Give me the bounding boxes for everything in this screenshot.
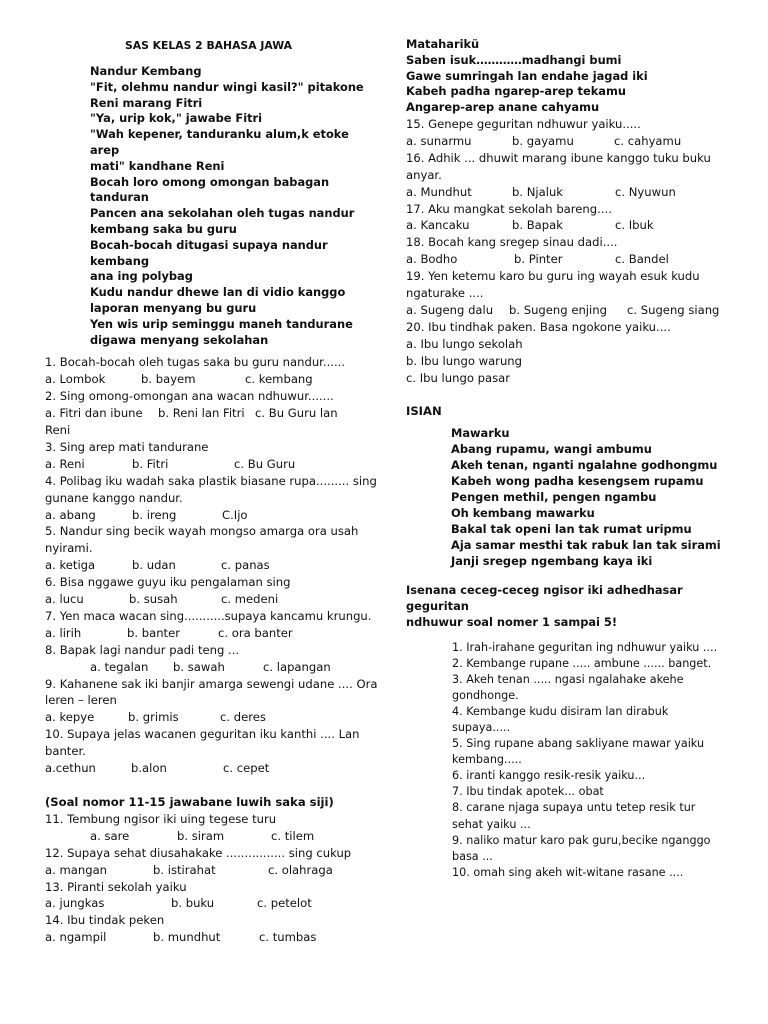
question-text: 8. Bapak lagi nandur padi teng ... bbox=[45, 642, 240, 657]
isian-heading: ISIAN bbox=[406, 404, 442, 419]
option-c[interactable]: c. cepet bbox=[223, 761, 270, 776]
question-text: 14. Ibu tindak peken bbox=[45, 913, 165, 928]
poem-title: Mataharikü bbox=[406, 37, 480, 51]
question-6 bbox=[45, 574, 375, 608]
option-c[interactable]: C.Ijo bbox=[222, 507, 248, 522]
poem-line: Aja samar mesthi tak rabuk lan tak sirami bbox=[451, 537, 721, 552]
option-c[interactable]: c. olahraga bbox=[268, 862, 333, 877]
answer-options bbox=[45, 709, 375, 726]
option-c[interactable]: c. ora banter bbox=[218, 625, 293, 640]
option-c[interactable]: c. Ibuk bbox=[615, 218, 654, 233]
option-a[interactable]: a. ketiga bbox=[45, 558, 96, 573]
poem-line: Angarep-arep anane cahyamu bbox=[406, 100, 600, 115]
story-line: tanduran bbox=[90, 190, 149, 205]
story-line: laporan menyang bu guru bbox=[90, 300, 257, 315]
option-c[interactable]: c. kembang bbox=[245, 372, 313, 387]
option-a[interactable]: a. jungkas bbox=[45, 896, 105, 911]
option-a[interactable]: a. Lombok bbox=[45, 372, 106, 387]
isian-item: 5. Sing rupane abang sakliyane mawar yaiku kembang..... bbox=[452, 737, 705, 767]
isian-question-list bbox=[452, 640, 722, 881]
story-line: Kudu nandur dhewe lan di vidio kanggo bbox=[90, 285, 346, 300]
story-line: Reni marang Fitri bbox=[90, 95, 203, 110]
question-text: 13. Piranti sekolah yaiku bbox=[45, 879, 187, 894]
option-a[interactable]: a. lucu bbox=[45, 592, 84, 607]
option-c[interactable]: c. Nyuwun bbox=[615, 184, 676, 199]
option-a[interactable]: a. abang bbox=[45, 507, 96, 522]
option-a[interactable]: a. mangan bbox=[45, 862, 108, 877]
poem-title: Mawarku bbox=[451, 426, 510, 441]
question-text-cont: banter. bbox=[45, 744, 86, 759]
question-text: 5. Nandur sing becik wayah mongso amarga ora usah bbox=[45, 524, 359, 539]
poem-line: Kabeh padha ngarep-arep tekamu bbox=[406, 84, 626, 99]
story-line: digawa menyang sekolahan bbox=[90, 332, 269, 347]
answer-options bbox=[45, 828, 375, 845]
question-text-cont: anyar. bbox=[406, 167, 442, 182]
question-text: 7. Yen maca wacan sing...........supaya kancamu krungu. bbox=[45, 608, 372, 623]
option-b[interactable]: b.alon bbox=[131, 761, 167, 776]
story-line: ana ing polybag bbox=[90, 269, 193, 284]
option-b[interactable]: b. Pinter bbox=[514, 252, 563, 267]
question-text: 3. Sing arep mati tandurane bbox=[45, 439, 209, 454]
document-title: SAS KELAS 2 BAHASA JAWA bbox=[125, 39, 292, 52]
story-title: Nandur Kembang bbox=[90, 64, 202, 78]
instruction-line: ndhuwur soal nomer 1 sampai 5! bbox=[406, 614, 618, 629]
option-a[interactable]: a. tegalan bbox=[90, 659, 149, 674]
question-20 bbox=[406, 319, 736, 387]
answer-options bbox=[45, 862, 375, 879]
option-b[interactable]: b. siram bbox=[177, 828, 225, 843]
answer-options bbox=[406, 184, 736, 201]
isian-instruction bbox=[406, 582, 736, 630]
question-text: 12. Supaya sehat diusahakake ................ sing cukup bbox=[45, 845, 352, 860]
option-a[interactable]: a. Reni bbox=[45, 456, 85, 471]
option-b[interactable]: b. gayamu bbox=[512, 133, 574, 148]
poem-line: Janji sregep ngembang kaya iki bbox=[451, 553, 653, 568]
answer-options bbox=[45, 625, 375, 642]
answer-options bbox=[45, 456, 375, 473]
question-text-cont: leren – leren bbox=[45, 693, 117, 708]
poem-matahariku bbox=[406, 37, 736, 116]
option-c[interactable]: c. cahyamu bbox=[614, 133, 682, 148]
answer-options bbox=[45, 371, 375, 388]
story-line: Yen wis urip seminggu maneh tandurane bbox=[90, 316, 353, 331]
question-text: 19. Yen ketemu karo bu guru ing wayah esuk kudu bbox=[406, 269, 700, 284]
isian-item: 10. omah sing akeh wit-witane rasane .... bbox=[452, 865, 684, 879]
instruction-line: Isenana ceceg-ceceg ngisor iki adhedhasar geguritan bbox=[406, 582, 683, 613]
question-2 bbox=[45, 388, 375, 439]
option-c[interactable]: c. tilem bbox=[271, 828, 315, 843]
option-c[interactable]: c. panas bbox=[221, 558, 270, 573]
question-3 bbox=[45, 439, 375, 473]
answer-options bbox=[406, 217, 736, 234]
isian-item: 3. Akeh tenan ..... ngasi ngalahake akehe gondhonge. bbox=[452, 672, 684, 702]
answer-options bbox=[45, 591, 375, 608]
story-line: "Wah kepener, tanduranku alum,k etoke arep bbox=[90, 127, 349, 157]
question-12 bbox=[45, 845, 375, 879]
question-10 bbox=[45, 726, 375, 777]
option-b[interactable]: b. banter bbox=[127, 625, 180, 640]
option-continuation: Reni bbox=[45, 422, 71, 437]
answer-options bbox=[45, 895, 375, 912]
option-a[interactable]: a. Ibu lungo sekolah bbox=[406, 336, 523, 351]
story-line: Bocah loro omong omongan babagan bbox=[90, 174, 330, 189]
question-14 bbox=[45, 912, 375, 946]
option-c[interactable]: c. tumbas bbox=[259, 930, 317, 945]
option-a[interactable]: a. Fitri dan ibune bbox=[45, 406, 143, 421]
question-text: 16. Adhik ... dhuwit marang ibune kanggo tuku buku bbox=[406, 150, 711, 165]
isian-item: 6. iranti kanggo resik-resik yaiku... bbox=[452, 769, 646, 783]
option-b[interactable]: b. Ibu lungo warung bbox=[406, 353, 523, 368]
answer-options bbox=[45, 557, 375, 574]
question-text: 2. Sing omong-omongan ana wacan ndhuwur....... bbox=[45, 389, 334, 404]
option-b[interactable]: b. sawah bbox=[173, 659, 225, 674]
option-b[interactable]: b. Njaluk bbox=[512, 184, 564, 199]
left-column bbox=[45, 37, 378, 946]
option-c[interactable]: c. Ibu lungo pasar bbox=[406, 370, 510, 385]
option-a[interactable]: a. Mundhut bbox=[406, 184, 472, 199]
option-b[interactable]: b. ireng bbox=[132, 507, 177, 522]
answer-options bbox=[45, 760, 375, 777]
question-8 bbox=[45, 642, 375, 676]
question-text: 17. Aku mangkat sekolah bareng.... bbox=[406, 201, 612, 216]
option-a[interactable]: a. Bodho bbox=[406, 252, 458, 267]
option-b[interactable]: b. grimis bbox=[128, 710, 179, 725]
question-text: 18. Bocah kang sregep sinau dadi.... bbox=[406, 235, 618, 250]
option-b[interactable]: b. Reni lan Fitri bbox=[158, 406, 245, 421]
question-text: 6. Bisa nggawe guyu iku pengalaman sing bbox=[45, 575, 291, 590]
option-c[interactable]: c. lapangan bbox=[263, 659, 331, 674]
isian-item: 1. Irah-irahane geguritan ing ndhuwur yaiku .... bbox=[452, 640, 718, 654]
question-text-cont: ngaturake .... bbox=[406, 286, 484, 301]
question-5 bbox=[45, 523, 375, 574]
question-text-cont: gunane kanggo nandur. bbox=[45, 490, 183, 505]
answer-options bbox=[406, 302, 736, 319]
poem-line: Gawe sumringah lan endahe jagad iki bbox=[406, 68, 648, 83]
option-b[interactable]: b. bayem bbox=[141, 372, 196, 387]
poem-line: Saben isuk…………madhangi bumi bbox=[406, 52, 622, 67]
option-b[interactable]: b. susah bbox=[129, 592, 178, 607]
isian-item: 8. carane njaga supaya untu tetep resik tur sehat yaiku ... bbox=[452, 801, 696, 831]
story-line: mati" kandhane Reni bbox=[90, 158, 225, 173]
isian-item: 2. Kembange rupane ..... ambune ...... banget. bbox=[452, 656, 712, 670]
question-19 bbox=[406, 268, 736, 319]
option-a[interactable]: a. kepye bbox=[45, 710, 95, 725]
answer-options bbox=[406, 133, 736, 150]
poem-line: Kabeh wong padha kesengsem rupamu bbox=[451, 474, 704, 489]
isian-item: 7. Ibu tindak apotek... obat bbox=[452, 785, 604, 799]
option-a[interactable]: a. sare bbox=[90, 828, 130, 843]
answer-options bbox=[45, 405, 375, 422]
question-16 bbox=[406, 150, 736, 201]
question-text: 1. Bocah-bocah oleh tugas saka bu guru nandur...... bbox=[45, 355, 345, 370]
option-c[interactable]: c. Bu Guru bbox=[234, 456, 296, 471]
story-line: kembang saka bu guru bbox=[90, 221, 237, 236]
option-a[interactable]: a. Sugeng dalu bbox=[406, 302, 494, 317]
question-9 bbox=[45, 676, 378, 727]
poem-line: Oh kembang mawarku bbox=[451, 505, 595, 520]
question-text-cont: nyirami. bbox=[45, 541, 93, 556]
story-line: "Ya, urip kok," jawabe Fitri bbox=[90, 111, 263, 126]
question-1 bbox=[45, 354, 375, 388]
question-18 bbox=[406, 234, 736, 268]
answer-options bbox=[45, 659, 375, 676]
poem-mawarku bbox=[451, 426, 736, 569]
option-a[interactable]: a. Kancaku bbox=[406, 218, 470, 233]
option-b[interactable]: b. Bapak bbox=[512, 218, 563, 233]
option-b[interactable]: b. buku bbox=[171, 896, 215, 911]
poem-line: Pengen methil, pengen ngambu bbox=[451, 490, 657, 505]
question-17 bbox=[406, 201, 736, 235]
story-line: "Fit, olehmu nandur wingi kasil?" pitakone bbox=[90, 79, 364, 94]
story-line: Pancen ana sekolahan oleh tugas nandur bbox=[90, 206, 355, 221]
option-b[interactable]: b. istirahat bbox=[153, 862, 216, 877]
answer-options bbox=[45, 929, 375, 946]
isian-item: 4. Kembange kudu disiram lan dirabuk supaya..... bbox=[452, 704, 669, 735]
option-a[interactable]: a.cethun bbox=[45, 761, 96, 776]
option-c[interactable]: c. deres bbox=[220, 710, 266, 725]
isian-item: 9. naliko matur karo pak guru,becike nganggo basa ... bbox=[452, 833, 711, 863]
option-c[interactable]: c. Bandel bbox=[615, 252, 669, 267]
poem-line: Akeh tenan, nganti ngalahne godhongmu bbox=[451, 458, 718, 473]
answer-options bbox=[45, 507, 375, 524]
question-4 bbox=[45, 473, 375, 524]
option-c[interactable]: c. Sugeng siang bbox=[627, 302, 720, 317]
question-text: 20. Ibu tindhak paken. Basa ngokone yaiku.... bbox=[406, 319, 671, 334]
option-a[interactable]: a. lirih bbox=[45, 625, 82, 640]
question-15 bbox=[406, 116, 736, 150]
option-b[interactable]: b. udan bbox=[132, 558, 176, 573]
question-text: 4. Polibag iku wadah saka plastik biasane rupa......... sing bbox=[45, 473, 377, 488]
question-text: 10. Supaya jelas wacanen geguritan iku kanthi .... Lan bbox=[45, 727, 360, 742]
question-13 bbox=[45, 879, 375, 913]
multi-answer-note: (Soal nomor 11-15 jawabane luwih saka siji) bbox=[45, 795, 334, 809]
question-text: 15. Genepe geguritan ndhuwur yaiku..... bbox=[406, 116, 641, 131]
poem-line: Bakal tak openi lan tak rumat uripmu bbox=[451, 521, 692, 536]
option-a[interactable]: a. sunarmu bbox=[406, 133, 472, 148]
question-11 bbox=[45, 811, 375, 845]
question-text: 9. Kahanene sak iki banjir amarga sewengi udane .... Ora bbox=[45, 676, 378, 691]
question-text: 11. Tembung ngisor iki uing tegese turu bbox=[45, 811, 277, 826]
option-c[interactable]: c. medeni bbox=[221, 592, 279, 607]
option-b[interactable]: b. Sugeng enjing bbox=[509, 302, 607, 317]
answer-options bbox=[406, 251, 736, 268]
option-c[interactable]: c. petelot bbox=[257, 896, 312, 911]
right-column bbox=[406, 37, 736, 881]
question-7 bbox=[45, 608, 375, 642]
option-a[interactable]: a. ngampil bbox=[45, 930, 107, 945]
option-b[interactable]: b. Fitri bbox=[132, 456, 169, 471]
story-passage bbox=[90, 64, 370, 348]
option-c[interactable]: c. Bu Guru lan bbox=[255, 406, 338, 421]
poem-line: Abang rupamu, wangi ambumu bbox=[451, 442, 652, 457]
option-b[interactable]: b. mundhut bbox=[153, 930, 221, 945]
story-line: Bocah-bocah ditugasi supaya nandur kembang bbox=[90, 237, 328, 268]
